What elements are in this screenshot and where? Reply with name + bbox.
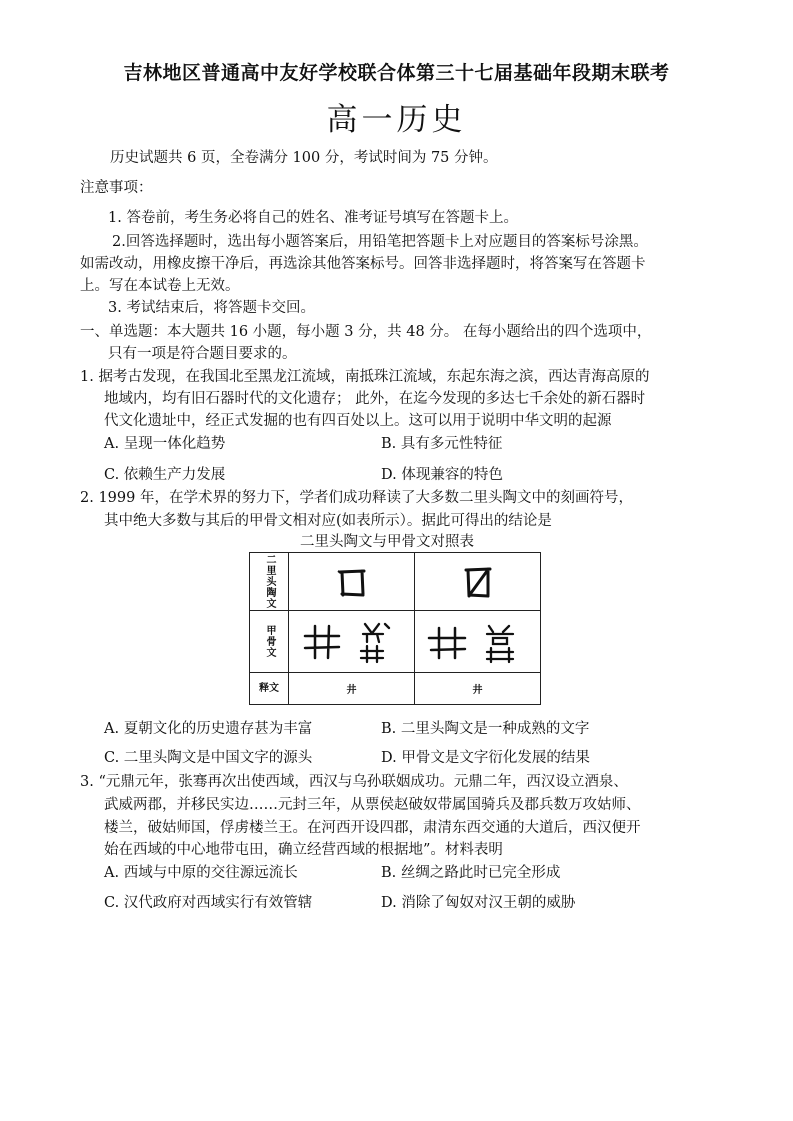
question-3-option-c: C. 汉代政府对西域实行有效管辖 (104, 895, 313, 911)
question-3-line-2: 武威两郡，并移民实边……元封三年，从票侯赵破奴带属国骑兵及郡兵数万攻姑师、 (104, 797, 641, 813)
notice-item-3: 3. 考试结束后，将答题卡交回。 (108, 300, 315, 316)
comparison-table (249, 552, 541, 705)
gloss-cell-1: 井 (289, 673, 415, 705)
row-header-oracle: 甲骨文 (250, 611, 289, 673)
gloss-cell-2: 井 (415, 673, 541, 705)
oracle-well-variant-glyphs-icon (423, 618, 533, 666)
question-2-option-d: D. 甲骨文是文字衍化发展的结果 (381, 750, 590, 766)
erlitou-slash-square-glyph-icon (458, 562, 498, 602)
question-1-line-1: 1. 据考古发现，在我国北至黑龙江流域，南抵珠江流域，东起东海之滨，西达青海高原的 (80, 369, 650, 385)
oracle-glyphs-1 (289, 611, 415, 673)
notice-item-1: 1. 答卷前，考生务必将自己的姓名、准考证号填写在答题卡上。 (108, 210, 518, 226)
table-caption: 二里头陶文与甲骨文对照表 (300, 534, 474, 550)
row-header-erlitou: 二里头陶文 (250, 553, 289, 611)
question-1-line-2: 地域内，均有旧石器时代的文化遗存； 此外，在迄今发现的多达七千余处的新石器时 (104, 391, 646, 407)
question-2-line-1: 2. 1999 年，在学术界的努力下，学者们成功释读了大多数二里头陶文中的刻画符号， (80, 490, 633, 506)
row-header-gloss: 释文 (250, 673, 289, 705)
question-3-option-b: B. 丝绸之路此时已完全形成 (381, 865, 561, 881)
question-1-option-d: D. 体现兼容的特色 (381, 467, 503, 483)
question-3-line-1: 3. “元鼎元年，张骞再次出使西域，西汉与乌孙联姻成功。元鼎二年，西汉设立酒泉、 (80, 774, 628, 790)
question-2-option-b: B. 二里头陶文是一种成熟的文字 (381, 721, 590, 737)
question-1-option-a: A. 呈现一体化趋势 (104, 436, 226, 452)
oracle-well-glyphs-icon (297, 618, 407, 666)
question-3-line-4: 始在西域的中心地带屯田，确立经营西域的根据地”。材料表明 (104, 842, 503, 858)
intro-text: 历史试题共 6 页，全卷满分 100 分，考试时间为 75 分钟。 (110, 150, 498, 166)
notice-item-2-line-3: 上。写在本试卷上无效。 (80, 278, 240, 294)
section-heading-line-1: 一、单选题：本大题共 16 小题，每小题 3 分，共 48 分。 在每小题给出的四个选项中， (80, 324, 652, 340)
section-heading-line-2: 只有一项是符合题目要求的。 (108, 346, 297, 362)
question-2-option-c: C. 二里头陶文是中国文字的源头 (104, 750, 313, 766)
subject-title: 高一历史 (326, 102, 467, 138)
exam-header-title: 吉林地区普通高中友好学校联合体第三十七届基础年段期末联考 (123, 62, 670, 84)
question-3-option-d: D. 消除了匈奴对汉王朝的威胁 (381, 895, 576, 911)
notice-item-2-line-2: 如需改动，用橡皮擦干净后，再选涂其他答案标号。回答非选择题时，将答案写在答题卡 (80, 256, 646, 272)
question-2-option-a: A. 夏朝文化的历史遗存甚为丰富 (104, 721, 313, 737)
erlitou-square-glyph-icon (332, 562, 372, 602)
erlitou-glyph-1 (289, 553, 415, 611)
question-2-line-2: 其中绝大多数与其后的甲骨文相对应(如表所示）。据此可得出的结论是 (104, 513, 552, 529)
question-3-option-a: A. 西域与中原的交往源远流长 (104, 865, 298, 881)
notice-title: 注意事项： (80, 180, 153, 196)
erlitou-glyph-2 (415, 553, 541, 611)
notice-item-2-line-1: 2.回答选择题时，选出每小题答案后，用铅笔把答题卡上对应题目的答案标号涂黑。 (112, 234, 648, 250)
oracle-glyphs-2 (415, 611, 541, 673)
question-1-line-3: 代文化遗址中，经正式发掘的也有四百处以上。这可以用于说明中华文明的起源 (104, 413, 612, 429)
question-1-option-b: B. 具有多元性特征 (381, 436, 503, 452)
question-1-option-c: C. 依赖生产力发展 (104, 467, 226, 483)
question-3-line-3: 楼兰，破姑师国，俘虏楼兰王。在河西开设四郡，肃清东西交通的大道后，西汉便开 (104, 820, 641, 836)
